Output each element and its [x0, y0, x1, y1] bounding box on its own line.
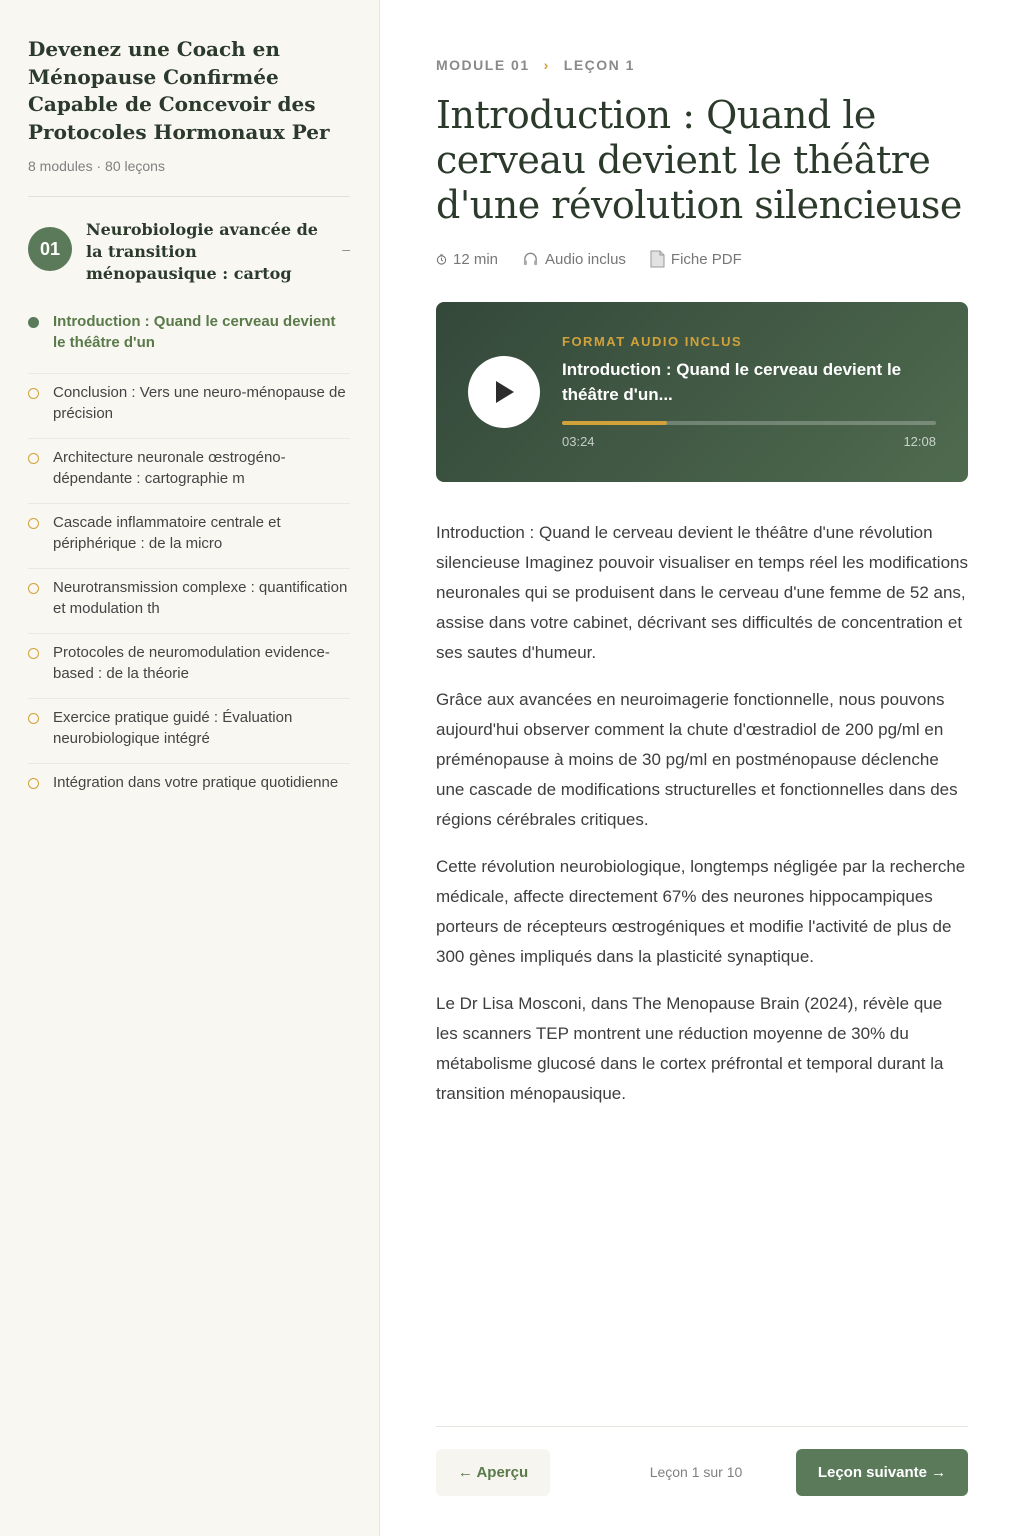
lesson-item[interactable] — [28, 634, 350, 699]
lesson-status-dot-icon — [28, 518, 39, 529]
lesson-item[interactable] — [28, 374, 350, 439]
clock-icon — [436, 254, 447, 265]
duration-text: 12 min — [453, 250, 499, 268]
module-title: Neurobiologie avancée de la transition ménopausique : cartog — [86, 220, 318, 283]
collapse-icon[interactable]: – — [342, 241, 350, 257]
lesson-list — [28, 309, 350, 829]
content-paragraph: Introduction : Quand le cerveau devient le théâtre d'une révolution silencieuse Imaginez pouvoir visualiser en temps réel les modifications neuronales qui se produisent dans le cerveau d'une femme de 52 ans, assise dans votre cabinet, décrivant ses difficultés de concentration et ses sautes d'humeur. — [436, 523, 968, 662]
lesson-main — [436, 0, 968, 1126]
chevron-right-icon: › — [543, 57, 550, 73]
footer-divider — [436, 1426, 968, 1427]
sidebar-divider — [28, 196, 350, 197]
content-paragraph: Le Dr Lisa Mosconi, dans The Menopause Brain (2024), révèle que les scanners TEP montrent une réduction moyenne de 30% du métabolisme glucosé dans le cortex préfrontal et temporal durant la transition ménopausique. — [436, 994, 944, 1103]
breadcrumb — [436, 57, 968, 73]
play-icon — [493, 379, 515, 405]
pdf-text: Fiche PDF — [670, 250, 742, 268]
player-title: Introduction : Quand le cerveau devient le théâtre d'un... — [562, 360, 902, 404]
audio-text: Audio inclus — [545, 250, 626, 268]
document-icon — [650, 250, 665, 268]
course-meta: 8 modules · 80 leçons — [28, 158, 165, 174]
module-header[interactable] — [28, 219, 350, 285]
duration-meta — [436, 251, 498, 268]
progress-bar[interactable] — [562, 421, 936, 425]
lesson-meta — [436, 250, 968, 268]
lesson-status-dot-active-icon — [28, 317, 39, 328]
pager-text: Leçon 1 sur 10 — [649, 1464, 743, 1480]
lesson-status-dot-icon — [28, 778, 39, 789]
content-paragraph: Grâce aux avancées en neuroimagerie fonctionnelle, nous pouvons aujourd'hui observer comment la chute d'œstradiol de 200 pg/ml en préménopause à moins de 30 pg/ml en postménopause déclenche une cascade de modifications structurelles et fonctionnelles dans des régions cérébrales critiques. — [436, 690, 958, 829]
current-time: 03:24 — [562, 434, 595, 449]
headphones-icon — [522, 251, 539, 267]
lesson-item[interactable] — [28, 699, 350, 764]
total-time: 12:08 — [903, 434, 936, 449]
lesson-status-dot-icon — [28, 453, 39, 464]
lesson-item[interactable] — [28, 504, 350, 569]
lesson-status-dot-icon — [28, 388, 39, 399]
pdf-meta[interactable] — [650, 250, 742, 268]
audio-player — [436, 302, 968, 482]
lesson-label: Exercice pratique guidé : Évaluation neurobiologique intégré — [53, 709, 293, 747]
breadcrumb-module[interactable]: MODULE 01 — [436, 57, 530, 73]
lesson-label: Conclusion : Vers une neuro-ménopause de précision — [53, 384, 346, 422]
progress-fill — [562, 421, 667, 425]
content-paragraph: Cette révolution neurobiologique, longtemps négligée par la recherche médicale, affecte directement 67% des neurones hippocampiques porteurs de récepteurs œstrogéniques et modifie l'activité de plus de 300 gènes impliqués dans la plasticité synaptique. — [436, 857, 966, 966]
audio-meta — [522, 251, 626, 268]
player-label: FORMAT AUDIO INCLUS — [562, 334, 743, 349]
lesson-title: Introduction : Quand le cerveau devient le théâtre d'une révolution silencieuse — [436, 93, 962, 227]
lesson-item[interactable] — [28, 439, 350, 504]
course-sidebar — [0, 0, 380, 1536]
lesson-status-dot-icon — [28, 648, 39, 659]
play-button[interactable] — [468, 356, 540, 428]
previous-button[interactable]: ← Aperçu — [436, 1449, 550, 1496]
lesson-content — [436, 518, 968, 1109]
breadcrumb-lesson: LEÇON 1 — [563, 57, 635, 73]
lesson-label: Intégration dans votre pratique quotidienne — [53, 774, 339, 791]
lesson-label: Protocoles de neuromodulation evidence-based : de la théorie — [53, 644, 330, 682]
course-title: Devenez une Coach en Ménopause Confirmée Capable de Concevoir des Protocoles Hormonaux Per — [28, 37, 330, 144]
lesson-status-dot-icon — [28, 583, 39, 594]
lesson-status-dot-icon — [28, 713, 39, 724]
lesson-label: Neurotransmission complexe : quantification et modulation th — [53, 579, 348, 617]
lesson-item[interactable] — [28, 569, 350, 634]
lesson-label: Architecture neuronale œstrogéno-dépendante : cartographie m — [53, 449, 286, 487]
next-lesson-button[interactable]: Leçon suivante → — [796, 1449, 968, 1496]
module-number-badge: 01 — [28, 227, 72, 271]
lesson-label: Introduction : Quand le cerveau devient le théâtre d'un — [53, 313, 336, 351]
lesson-item[interactable] — [28, 309, 350, 374]
lesson-label: Cascade inflammatoire centrale et périphérique : de la micro — [53, 514, 281, 552]
lesson-item[interactable] — [28, 764, 350, 829]
